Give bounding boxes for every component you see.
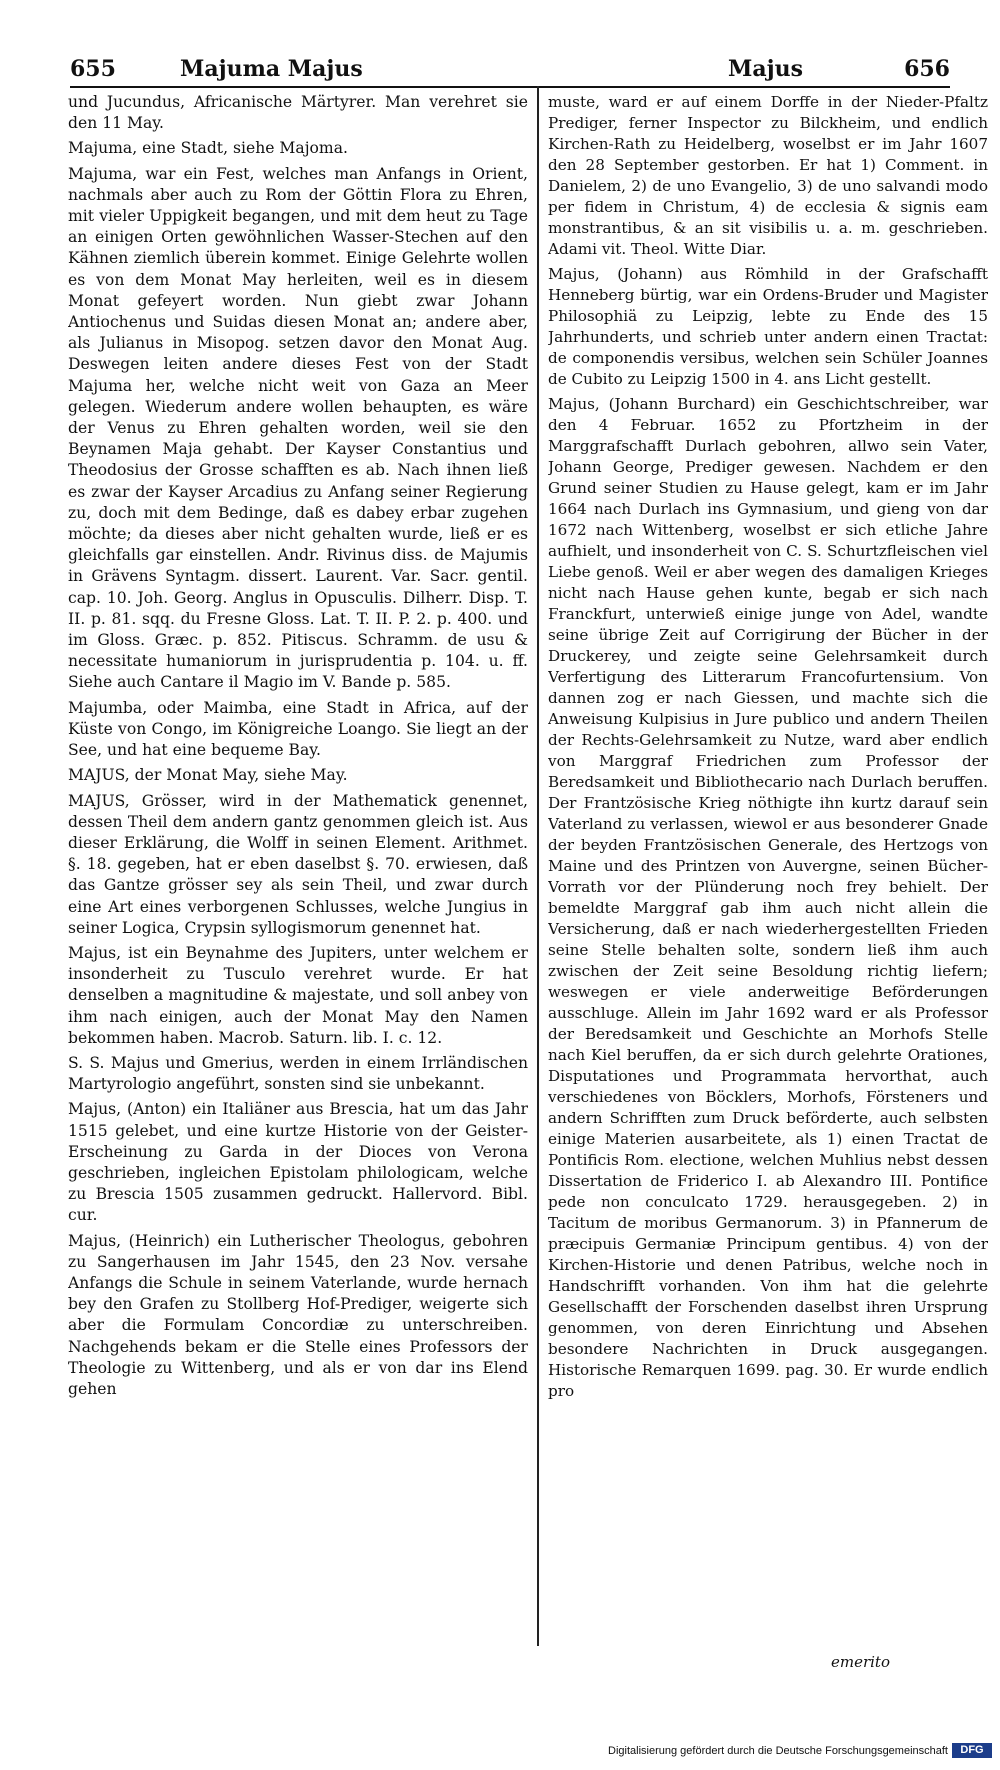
entry-paragraph: Majus, ist ein Beynahme des Jupiters, unter welchem er insonderheit zu Tusculo verehret wurde. Er hat denselben a magnitudine & majestate, und soll anbey von ihm nach einigen, auch der Monat May den Namen bekommen haben. Macrob. Saturn. lib. I. c. 12. [68, 943, 528, 1047]
digitization-credit: Digitalisierung gefördert durch die Deutsche Forschungsgemeinschaft [608, 1745, 948, 1757]
left-column [68, 92, 528, 1674]
entry-paragraph: Majumba, oder Maimba, eine Stadt in Africa, auf der Küste von Congo, im Königreiche Loango. Sie liegt an der See, und hat eine bequeme Bay. [68, 698, 528, 760]
entry-paragraph: und Jucundus, Africanische Märtyrer. Man verehret sie den 11 May. [68, 93, 528, 133]
entry-paragraph: Majus, (Johann Burchard) ein Geschichtschreiber, war den 4 Februar. 1652 zu Pfortzheim in der Marggrafschafft Durlach gebohren, allwo sein Vater, Johann George, Prediger gewesen. Nachdem er den Grund seiner Studien zu Hause gelegt, kam er im Jahr 1664 nach Durlach ins Gymnasium, und gieng von dar 1672 nach Wittenberg, woselbst er sich etliche Jahre aufhielt, und insonderheit von C. S. Schurtzfleischen viel Liebe genoß. Weil er aber wegen des damaligen Krieges nicht nach Hause gehen kunte, begab er sich nach Franckfurt, unterwieß einige junge von Adel, wandte seine übrige Zeit auf Corrigirung der Bücher in der Druckerey, und zeigte seine Gelehrsamkeit durch Verfertigung des Litterarum Francofurtensium. Von dannen zog er nach Giessen, und machte sich die Anweisung Kulpisius in Jure publico und andern Theilen der Rechts-Gelehrsamkeit zu Nutze, ward aber endlich von Marggraf Friedrichen zum Professor der Beredsamkeit und Bibliothecario nach Durlach beruffen. Der Frantzösische Krieg nöthigte ihn kurtz darauf sein Vaterland zu verlassen, wiewol er aus besonderer Gnade der beyden Frantzösischen Generale, des Hertzogs von Maine und des Printzen von Auvergne, seinen Bücher-Vorrath vor der Plünderung noch frey behielt. Der bemeldte Marggraf gab ihm auch nicht allein die Versicherung, daß er nach wiederhergestellten Frieden seine Stelle behalten solte, sondern ließ ihm auch zwischen der Zeit seine Besoldung richtig liefern; weswegen er viele anderweitige Beförderungen ausschluge. Allein im Jahr 1692 ward er als Professor der Beredsamkeit und Geschichte an Morhofs Stelle nach Kiel beruffen, da er sich durch gelehrte Orationes, Disputationes und Programmata hervorthat, auch verschiedenes von Böcklers, Morhofs, Försteners und andern Schrifften zum Druck beförderte, auch selbsten einige Materien ausarbeitete, als 1) einen Tractat de Pontificis Rom. electione, welchen Muhlius nebst dessen Dissertation de Friderico I. ab Alexandro III. Pontifice pede non conculcato 1729. herausgegeben. 2) in Tacitum de moribus Germanorum. 3) in Pfannerum de præcipuis Germaniæ Principum gentibus. 4) von der Kirchen-Historie und denen Patribus, welche noch in Handschrifft vorhanden. Von ihm hat die gelehrte Gesellschafft der Forschenden daselbst ihren Ursprung genommen, von deren Einrichtung und Absehen besondere Nachrichten in Druck ausgegangen. Historische Remarquen 1699. pag. 30. Er wurde endlich pro [548, 395, 988, 1400]
entry-paragraph: S. S. Majus und Gmerius, werden in einem Irrländischen Martyrologio angeführt, sonsten sind sie unbekannt. [68, 1053, 528, 1094]
entry-paragraph: MAJUS, der Monat May, siehe May. [68, 766, 348, 785]
entry-paragraph: Majuma, war ein Fest, welches man Anfangs in Orient, nachmals aber auch zu Rom der Göttin Flora zu Ehren, mit vieler Uppigkeit begangen, und mit dem heut zu Tage an einigen Orten gewöhnlichen Wasser-Stechen auf den Kähnen ziemlich überein kommet. Einige Gelehrte wollen es von dem Monat May herleiten, weil es in diesem Monat gefeyert worden. Nun giebt zwar Johann Antiochenus und Suidas diesen Monat an; andere aber, als Julianus in Misopog. setzen davor den Monat Aug. Deswegen leiten andere dieses Fest von der Stadt Majuma her, welche nicht weit von Gaza an Meer gelegen. Wiederum andere wollen behaupten, es wäre der Venus zu Ehren gehalten worden, weil sie den Beynamen Maja gehabt. Der Kayser Constantius und Theodosius der Grosse schafften es ab. Nach ihnen ließ es zwar der Kayser Arcadius zu Anfang seiner Regierung zu, doch mit dem Bedinge, daß es dabey erbar zugehen möchte; da dieses aber nicht gehalten wurde, ließ er es gleichfalls gar einstellen. Andr. Rivinus diss. de Majumis in Grävens Syntagm. dissert. Laurent. Var. Sacr. gentil. cap. 10. Joh. Georg. Anglus in Opusculis. Dilherr. Disp. T. II. p. 81. sqq. du Fresne Gloss. Lat. T. II. P. 2. p. 400. und im Gloss. Græc. p. 852. Pitiscus. Schramm. de usu & necessitate humaniorum in jurisprudentia p. 104. u. ff. Siehe auch Cantare il Magio im V. Bande p. 585. [68, 164, 528, 692]
entry-paragraph: Majuma, eine Stadt, siehe Majoma. [68, 139, 348, 158]
column-divider [537, 86, 539, 1646]
entry-paragraph: Majus, (Anton) ein Italiäner aus Brescia, hat um das Jahr 1515 gelebet, und eine kurtze Historie von der Geister-Erscheinung zu Garda in der Dioces von Verona geschrieben, ingleichen Epistolam philologicam, welche zu Brescia 1505 zusammen gedruckt. Hallervord. Bibl. cur. [68, 1100, 528, 1225]
right-page-number: 656 [904, 56, 950, 82]
catchword: emerito [830, 1653, 890, 1671]
header-rule [70, 86, 950, 88]
left-running-title: Majuma Majus [180, 56, 363, 82]
left-page-number: 655 [70, 56, 116, 82]
entry-paragraph: muste, ward er auf einem Dorffe in der Nieder-Pfaltz Prediger, ferner Inspector zu Bilckheim, und endlich Kirchen-Rath zu Heidelberg, woselbst er im Jahr 1607 den 28 September gestorben. Er hat 1) Comment. in Danielem, 2) de uno Evangelio, 3) de uno salvandi modo per fidem in Christum, 4) de ecclesia & signis eam monstrantibus, & an sit visibilis u. a. m. geschrieben. Adami vit. Theol. Witte Diar. [548, 93, 988, 258]
right-column [548, 92, 988, 1674]
entry-paragraph: Majus, (Johann) aus Römhild in der Grafschafft Henneberg bürtig, war ein Ordens-Bruder und Magister Philosophiä zu Leipzig, lebte zu Ende des 15 Jahrhunderts, und schrieb unter andern einen Tractat: de componendis versibus, welchen sein Schüler Joannes de Cubito zu Leipzig 1500 in 4. ans Licht gestellt. [548, 265, 988, 388]
entry-paragraph: MAJUS, Grösser, wird in der Mathematick genennet, dessen Theil dem andern gantz genommen gleich ist. Aus dieser Erklärung, die Wolff in seinen Element. Arithmet. §. 18. gegeben, hat er eben daselbst §. 70. erwiesen, daß das Gantze grösser sey als sein Theil, und zwar durch eine Art eines verborgenen Schlusses, welche Jungius in seiner Logica, Crypsin syllogismorum genennet hat. [68, 791, 528, 937]
entry-paragraph: Majus, (Heinrich) ein Lutherischer Theologus, gebohren zu Sangerhausen im Jahr 1545, den 23 Nov. versahe Anfangs die Schule in seinem Vaterlande, wurde hernach bey den Grafen zu Stollberg Hof-Prediger, weigerte sich aber die Formulam Concordiæ zu unterschreiben. Nachgehends bekam er die Stelle eines Professors der Theologie zu Wittenberg, und als er von dar ins Elend gehen [68, 1231, 528, 1398]
page-header [70, 44, 950, 84]
right-running-title: Majus [728, 56, 803, 82]
dfg-logo: DFG [952, 1743, 992, 1758]
